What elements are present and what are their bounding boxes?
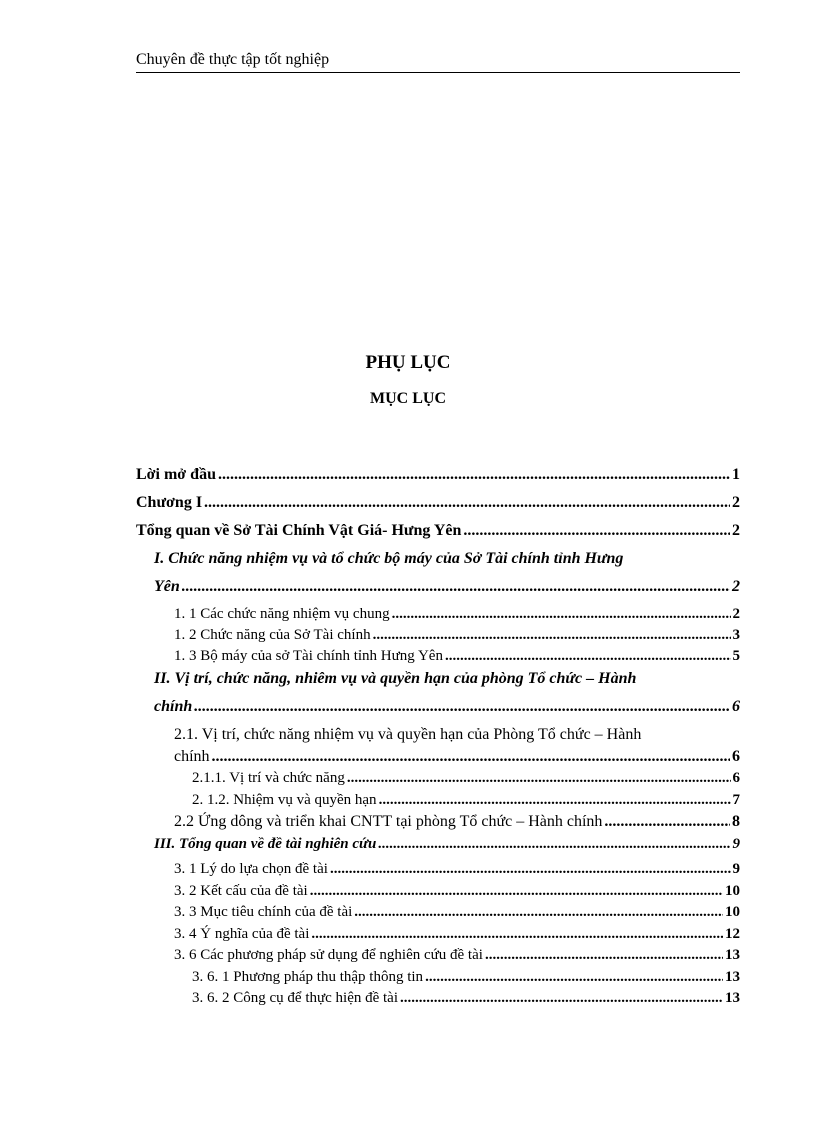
toc-entry-label: 2.1.1. Vị trí và chức năng <box>192 770 345 786</box>
toc-entry-label: chính <box>154 698 193 715</box>
toc-leader <box>347 770 731 787</box>
toc-entry[interactable] <box>174 926 740 943</box>
toc-entry-label: Tổng quan về Sở Tài Chính Vật Giá- Hưng Yên <box>136 522 462 539</box>
toc-entry-label: 3. 6 Các phương pháp sử dụng để nghiên cứu đề tài <box>174 947 483 963</box>
toc-entry[interactable] <box>136 466 740 484</box>
toc-leader <box>310 883 723 900</box>
toc-entry-page: 2 <box>732 494 740 511</box>
toc-entry[interactable] <box>174 648 740 665</box>
toc-entry[interactable] <box>154 698 740 716</box>
toc-entry-label: 3. 4 Ý nghĩa của đề tài <box>174 926 310 942</box>
toc-leader <box>354 904 723 921</box>
toc-leader <box>400 990 723 1007</box>
toc-entry-page: 9 <box>732 836 740 852</box>
toc-entry-page: 13 <box>725 969 740 985</box>
toc-entry-label: 3. 3 Mục tiêu chính của đề tài <box>174 904 353 920</box>
toc-entry-label: 1. 1 Các chức năng nhiệm vụ chung <box>174 606 390 622</box>
toc-entry-page: 6 <box>732 770 740 786</box>
toc-entry-line1: I. Chức năng nhiệm vụ và tổ chức bộ máy của Sở Tài chính tỉnh Hưng <box>154 550 624 567</box>
toc-entry-label: 3. 6. 2 Công cụ để thực hiện đề tài <box>192 990 399 1006</box>
toc-entry-line1: II. Vị trí, chức năng, nhiêm vụ và quyền hạn của phòng Tổ chức – Hành <box>154 670 637 687</box>
toc-entry[interactable] <box>174 947 740 964</box>
toc-leader <box>485 947 723 964</box>
toc-entry[interactable] <box>192 792 740 809</box>
toc-entry-page: 5 <box>732 648 740 664</box>
toc-entry[interactable] <box>174 627 740 644</box>
toc-entry-label: Chương I <box>136 494 203 511</box>
toc-leader <box>425 969 723 986</box>
toc-leader <box>204 494 730 512</box>
toc-entry-page: 13 <box>725 990 740 1006</box>
toc-entry-page: 10 <box>725 904 740 920</box>
toc-entry[interactable] <box>154 578 740 596</box>
toc-entry-page: 6 <box>732 748 740 765</box>
toc-entry[interactable] <box>154 836 740 853</box>
toc-entry-page: 12 <box>725 926 740 942</box>
toc-leader <box>311 926 723 943</box>
toc-entry-label: 3. 6. 1 Phương pháp thu thập thông tin <box>192 969 424 985</box>
toc-leader <box>212 748 730 766</box>
toc-entry-page: 7 <box>732 792 740 808</box>
toc-entry-label: 1. 3 Bộ máy của sở Tài chính tỉnh Hưng Yên <box>174 648 443 664</box>
toc-entry[interactable] <box>192 969 740 986</box>
toc-leader <box>379 792 731 809</box>
toc-entry[interactable] <box>192 770 740 787</box>
toc-entry-page: 2 <box>732 606 740 622</box>
toc-entry-label: 2. 1.2. Nhiệm vụ và quyền hạn <box>192 792 377 808</box>
toc-entry[interactable] <box>174 606 740 623</box>
toc-entry-page: 9 <box>732 861 740 877</box>
toc-leader <box>330 861 731 878</box>
toc-entry-label: 3. 1 Lý do lựa chọn đề tài <box>174 861 328 877</box>
toc-entry-label: 3. 2 Kết cấu của đề tài <box>174 883 308 899</box>
toc-leader <box>182 578 730 596</box>
header-text: Chuyên đề thực tập tốt nghiệp <box>136 51 330 68</box>
toc-leader <box>445 648 731 665</box>
toc-entry[interactable] <box>136 522 740 540</box>
toc-title: MỤC LỤC <box>370 390 446 407</box>
toc-entry-page: 3 <box>732 627 740 643</box>
toc-leader <box>378 836 730 853</box>
toc-entry[interactable] <box>174 883 740 900</box>
toc-entry-page: 6 <box>732 698 740 715</box>
toc-leader <box>392 606 731 623</box>
toc-entry-page: 13 <box>725 947 740 963</box>
toc-entry-page: 8 <box>732 813 740 830</box>
toc-leader <box>194 698 730 716</box>
toc-entry[interactable] <box>174 861 740 878</box>
toc-entry-page: 10 <box>725 883 740 899</box>
appendix-title: PHỤ LỤC <box>365 352 451 373</box>
toc-entry-label: Lời mở đầu <box>136 466 216 483</box>
toc-leader <box>373 627 731 644</box>
toc-entry-label: 2.2 Ứng dông và triển khai CNTT tại phòng Tổ chức – Hành chính <box>174 813 603 830</box>
toc-entry-page: 2 <box>732 578 740 595</box>
toc-leader <box>463 522 730 540</box>
toc-entry-page: 1 <box>732 466 740 483</box>
toc-entry[interactable] <box>192 990 740 1007</box>
toc-entry[interactable] <box>136 494 740 512</box>
toc-entry-label: 1. 2 Chức năng của Sở Tài chính <box>174 627 371 643</box>
toc-entry-label: chính <box>174 748 210 765</box>
toc-entry-page: 2 <box>732 522 740 539</box>
toc-entry[interactable] <box>174 813 740 831</box>
toc-leader <box>218 466 730 484</box>
toc-entry-line1: 2.1. Vị trí, chức năng nhiệm vụ và quyền hạn của Phòng Tổ chức – Hành <box>174 726 642 743</box>
toc-entry-label: Yên <box>154 578 180 595</box>
toc-entry[interactable] <box>174 748 740 766</box>
toc-entry[interactable] <box>174 904 740 921</box>
toc-entry-label: III. Tổng quan về đề tài nghiên cứu <box>154 836 377 852</box>
toc-leader <box>604 813 730 831</box>
